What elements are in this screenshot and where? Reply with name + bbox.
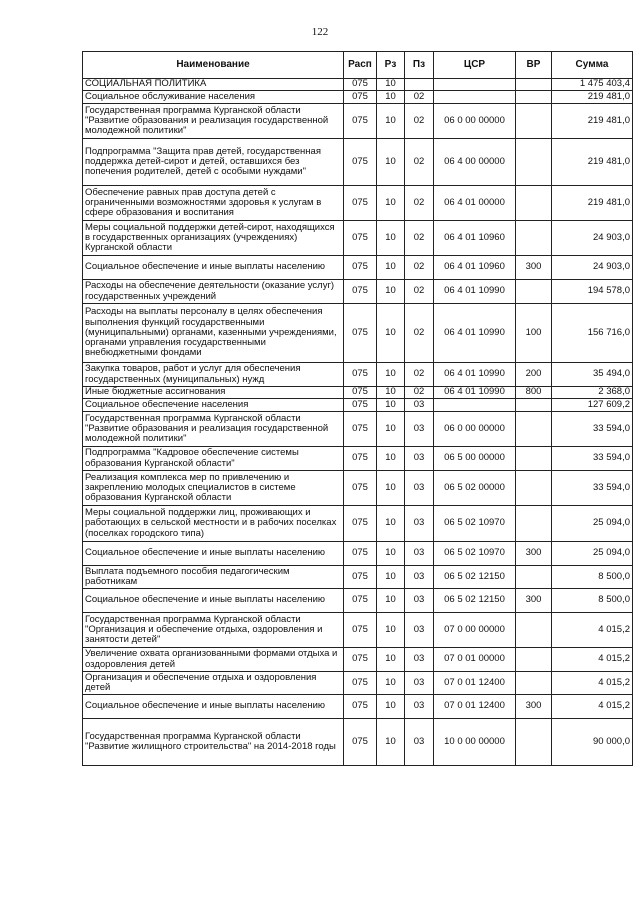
cell-sum: 25 094,0	[552, 506, 633, 542]
cell-pz: 02	[405, 363, 434, 387]
cell-rasp: 075	[344, 280, 377, 304]
cell-name: Государственная программа Курганской области "Организация и обеспечение отдыха, оздоровления и занятости детей"	[83, 613, 344, 648]
cell-rz: 10	[377, 613, 405, 648]
cell-rasp: 075	[344, 695, 377, 719]
header-rz: Рз	[377, 52, 405, 79]
table-row	[83, 613, 633, 648]
cell-sum: 194 578,0	[552, 280, 633, 304]
cell-sum: 219 481,0	[552, 139, 633, 186]
cell-rasp: 075	[344, 412, 377, 447]
cell-sum: 8 500,0	[552, 589, 633, 613]
cell-rz: 10	[377, 471, 405, 506]
cell-rasp: 075	[344, 589, 377, 613]
cell-pz: 03	[405, 695, 434, 719]
cell-csr: 06 0 00 00000	[434, 412, 516, 447]
cell-vr	[516, 506, 552, 542]
cell-name: Социальное обеспечение и иные выплаты населению	[83, 542, 344, 566]
cell-name: Социальное обеспечение населения	[83, 399, 344, 412]
cell-csr: 06 4 01 10990	[434, 363, 516, 387]
cell-rasp: 075	[344, 79, 377, 91]
cell-rasp: 075	[344, 648, 377, 672]
cell-vr	[516, 91, 552, 104]
cell-csr: 06 5 02 10970	[434, 506, 516, 542]
cell-sum: 127 609,2	[552, 399, 633, 412]
table-body	[83, 79, 633, 766]
cell-vr	[516, 221, 552, 256]
cell-name: Социальное обслуживание населения	[83, 91, 344, 104]
cell-rasp: 075	[344, 186, 377, 221]
cell-rasp: 075	[344, 387, 377, 399]
cell-rz: 10	[377, 566, 405, 589]
header-rasp: Расп	[344, 52, 377, 79]
cell-pz: 02	[405, 387, 434, 399]
cell-rz: 10	[377, 399, 405, 412]
cell-sum: 35 494,0	[552, 363, 633, 387]
cell-rz: 10	[377, 447, 405, 471]
cell-vr: 300	[516, 695, 552, 719]
cell-csr: 06 4 01 10990	[434, 280, 516, 304]
table-row	[83, 186, 633, 221]
header-sum: Сумма	[552, 52, 633, 79]
cell-rasp: 075	[344, 566, 377, 589]
cell-rasp: 075	[344, 613, 377, 648]
cell-pz: 02	[405, 104, 434, 139]
cell-name: Расходы на выплаты персоналу в целях обеспечения выполнения функций государственными (муниципальными) органами, казенными учреждениями, органами управления государственными внебюджетными фондами	[83, 304, 344, 363]
cell-csr: 06 4 01 10990	[434, 304, 516, 363]
cell-pz: 03	[405, 566, 434, 589]
cell-vr	[516, 672, 552, 695]
cell-name: Реализация комплекса мер по привлечению и закреплению молодых специалистов в системе образования Курганской области	[83, 471, 344, 506]
cell-sum: 156 716,0	[552, 304, 633, 363]
cell-sum: 25 094,0	[552, 542, 633, 566]
cell-csr: 06 4 01 10960	[434, 221, 516, 256]
cell-name: Государственная программа Курганской области "Развитие образования и реализация государственной молодежной политики"	[83, 412, 344, 447]
cell-pz: 02	[405, 221, 434, 256]
cell-pz: 02	[405, 256, 434, 280]
cell-vr	[516, 186, 552, 221]
cell-rz: 10	[377, 695, 405, 719]
cell-pz	[405, 79, 434, 91]
cell-vr	[516, 719, 552, 766]
header-pz: Пз	[405, 52, 434, 79]
cell-name: Выплата подъемного пособия педагогическим работникам	[83, 566, 344, 589]
cell-pz: 03	[405, 648, 434, 672]
cell-vr	[516, 613, 552, 648]
cell-vr	[516, 139, 552, 186]
cell-name: Увеличение охвата организованными формами отдыха и оздоровления детей	[83, 648, 344, 672]
cell-rz: 10	[377, 648, 405, 672]
cell-pz: 03	[405, 542, 434, 566]
cell-csr: 06 4 00 00000	[434, 139, 516, 186]
cell-vr	[516, 104, 552, 139]
table-row	[83, 471, 633, 506]
cell-sum: 219 481,0	[552, 91, 633, 104]
cell-rz: 10	[377, 104, 405, 139]
cell-rz: 10	[377, 221, 405, 256]
cell-csr	[434, 79, 516, 91]
table-row	[83, 304, 633, 363]
cell-csr: 06 5 02 10970	[434, 542, 516, 566]
table-row	[83, 447, 633, 471]
cell-name: Обеспечение равных прав доступа детей с ограниченными возможностями здоровья к услугам в сфере образования и воспитания	[83, 186, 344, 221]
cell-pz: 03	[405, 672, 434, 695]
table-row	[83, 719, 633, 766]
cell-pz: 02	[405, 91, 434, 104]
table-row	[83, 221, 633, 256]
cell-sum: 4 015,2	[552, 648, 633, 672]
cell-vr: 800	[516, 387, 552, 399]
cell-csr: 06 4 01 00000	[434, 186, 516, 221]
cell-sum: 24 903,0	[552, 221, 633, 256]
cell-pz: 03	[405, 589, 434, 613]
cell-pz: 02	[405, 186, 434, 221]
cell-csr: 06 5 02 12150	[434, 589, 516, 613]
cell-vr	[516, 471, 552, 506]
cell-rasp: 075	[344, 471, 377, 506]
cell-vr: 100	[516, 304, 552, 363]
cell-name: Государственная программа Курганской области "Развитие жилищного строительства" на 2014-2018 годы	[83, 719, 344, 766]
table-row	[83, 280, 633, 304]
cell-vr	[516, 399, 552, 412]
cell-rz: 10	[377, 719, 405, 766]
cell-sum: 2 368,0	[552, 387, 633, 399]
cell-csr: 07 0 01 00000	[434, 648, 516, 672]
cell-name: Меры социальной поддержки детей-сирот, находящихся в государственных организациях (учреждениях) Курганской области	[83, 221, 344, 256]
cell-rasp: 075	[344, 672, 377, 695]
cell-rasp: 075	[344, 139, 377, 186]
table-row	[83, 542, 633, 566]
cell-sum: 4 015,2	[552, 672, 633, 695]
page-number: 122	[311, 26, 329, 38]
cell-sum: 1 475 403,4	[552, 79, 633, 91]
cell-csr: 06 4 01 10960	[434, 256, 516, 280]
cell-rz: 10	[377, 280, 405, 304]
cell-name: Социальное обеспечение и иные выплаты населению	[83, 695, 344, 719]
cell-name: СОЦИАЛЬНАЯ ПОЛИТИКА	[83, 79, 344, 91]
table-row	[83, 399, 633, 412]
cell-rz: 10	[377, 412, 405, 447]
table-row	[83, 91, 633, 104]
cell-csr: 10 0 00 00000	[434, 719, 516, 766]
cell-name: Подпрограмма "Защита прав детей, государственная поддержка детей-сирот и детей, оставшихся без попечения родителей, детей с особыми нуждами"	[83, 139, 344, 186]
header-vr: ВР	[516, 52, 552, 79]
cell-rasp: 075	[344, 506, 377, 542]
cell-rz: 10	[377, 304, 405, 363]
cell-sum: 90 000,0	[552, 719, 633, 766]
cell-name: Организация и обеспечение отдыха и оздоровления детей	[83, 672, 344, 695]
cell-csr: 07 0 01 12400	[434, 695, 516, 719]
cell-vr	[516, 447, 552, 471]
cell-rasp: 075	[344, 104, 377, 139]
cell-rasp: 075	[344, 91, 377, 104]
cell-name: Государственная программа Курганской области "Развитие образования и реализация государственной молодежной политики"	[83, 104, 344, 139]
cell-rz: 10	[377, 186, 405, 221]
table-row	[83, 672, 633, 695]
cell-rz: 10	[377, 589, 405, 613]
cell-name: Иные бюджетные ассигнования	[83, 387, 344, 399]
cell-vr	[516, 566, 552, 589]
table-row	[83, 566, 633, 589]
cell-pz: 03	[405, 471, 434, 506]
table-row	[83, 648, 633, 672]
cell-csr: 06 5 00 00000	[434, 447, 516, 471]
header-name: Наименование	[83, 52, 344, 79]
cell-vr: 300	[516, 542, 552, 566]
cell-sum: 219 481,0	[552, 104, 633, 139]
cell-name: Закупка товаров, работ и услуг для обеспечения государственных (муниципальных) нужд	[83, 363, 344, 387]
cell-csr: 06 4 01 10990	[434, 387, 516, 399]
cell-pz: 03	[405, 613, 434, 648]
cell-sum: 33 594,0	[552, 471, 633, 506]
cell-pz: 03	[405, 506, 434, 542]
cell-rz: 10	[377, 91, 405, 104]
cell-vr: 300	[516, 256, 552, 280]
cell-csr: 07 0 00 00000	[434, 613, 516, 648]
table-row	[83, 363, 633, 387]
cell-sum: 4 015,2	[552, 695, 633, 719]
cell-rz: 10	[377, 256, 405, 280]
cell-rasp: 075	[344, 304, 377, 363]
cell-sum: 33 594,0	[552, 447, 633, 471]
table-row	[83, 104, 633, 139]
cell-rz: 10	[377, 139, 405, 186]
cell-name: Социальное обеспечение и иные выплаты населению	[83, 589, 344, 613]
cell-name: Расходы на обеспечение деятельности (оказание услуг) государственных учреждений	[83, 280, 344, 304]
cell-pz: 03	[405, 719, 434, 766]
cell-name: Подпрограмма "Кадровое обеспечение системы образования Курганской области"	[83, 447, 344, 471]
cell-pz: 02	[405, 304, 434, 363]
table-row	[83, 139, 633, 186]
budget-table	[82, 51, 633, 766]
cell-csr: 06 5 02 00000	[434, 471, 516, 506]
cell-pz: 03	[405, 447, 434, 471]
cell-rz: 10	[377, 79, 405, 91]
cell-csr	[434, 399, 516, 412]
cell-rasp: 075	[344, 363, 377, 387]
cell-sum: 33 594,0	[552, 412, 633, 447]
cell-pz: 02	[405, 280, 434, 304]
cell-rasp: 075	[344, 447, 377, 471]
cell-rasp: 075	[344, 399, 377, 412]
cell-csr	[434, 91, 516, 104]
cell-csr: 06 5 02 12150	[434, 566, 516, 589]
cell-pz: 03	[405, 412, 434, 447]
cell-pz: 03	[405, 399, 434, 412]
cell-sum: 8 500,0	[552, 566, 633, 589]
cell-csr: 06 0 00 00000	[434, 104, 516, 139]
table-row	[83, 256, 633, 280]
table-row	[83, 387, 633, 399]
cell-rz: 10	[377, 542, 405, 566]
table-row	[83, 79, 633, 91]
cell-rasp: 075	[344, 221, 377, 256]
table-header-row	[83, 52, 633, 79]
cell-vr: 300	[516, 589, 552, 613]
cell-sum: 24 903,0	[552, 256, 633, 280]
table-row	[83, 506, 633, 542]
header-csr: ЦСР	[434, 52, 516, 79]
cell-csr: 07 0 01 12400	[434, 672, 516, 695]
cell-rasp: 075	[344, 256, 377, 280]
cell-vr	[516, 280, 552, 304]
cell-sum: 4 015,2	[552, 613, 633, 648]
cell-sum: 219 481,0	[552, 186, 633, 221]
table-row	[83, 695, 633, 719]
cell-vr: 200	[516, 363, 552, 387]
cell-name: Социальное обеспечение и иные выплаты населению	[83, 256, 344, 280]
table-row	[83, 589, 633, 613]
cell-name: Меры социальной поддержки лиц, проживающих и работающих в сельской местности и в рабочих поселках (поселках городского типа)	[83, 506, 344, 542]
cell-vr	[516, 79, 552, 91]
cell-rasp: 075	[344, 542, 377, 566]
cell-rz: 10	[377, 506, 405, 542]
cell-rz: 10	[377, 363, 405, 387]
table-row	[83, 412, 633, 447]
cell-vr	[516, 412, 552, 447]
cell-vr	[516, 648, 552, 672]
cell-rz: 10	[377, 672, 405, 695]
cell-rz: 10	[377, 387, 405, 399]
cell-rasp: 075	[344, 719, 377, 766]
cell-pz: 02	[405, 139, 434, 186]
